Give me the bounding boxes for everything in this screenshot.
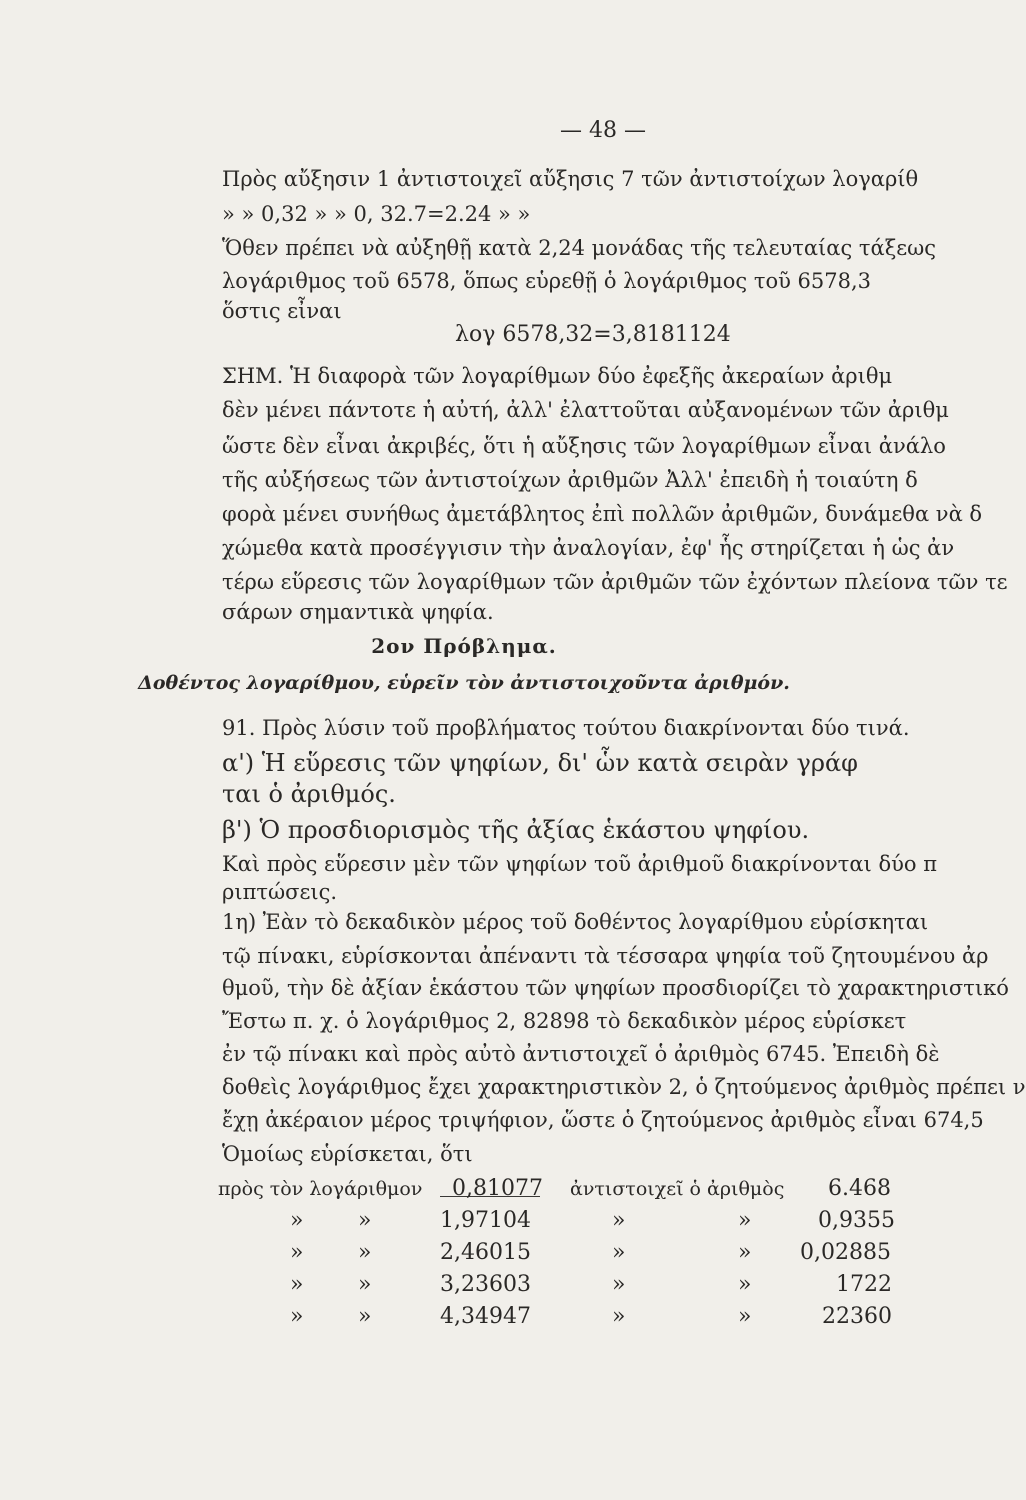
note-line: τῆς αὐξήσεως τῶν ἀντιστοίχων ἀριθμῶν Ἀλλ' ἐπειδὴ ἡ τοιαύτη δ bbox=[222, 468, 918, 492]
note-line: ὥστε δὲν εἶναι ἀκριβές, ὅτι ἡ αὔξησις τῶν λογαρίθμων εἶναι ἀνάλο bbox=[222, 434, 946, 458]
body-line: τῷ πίνακι, εὑρίσκονται ἀπέναντι τὰ τέσσαρα ψηφία τοῦ ζητουμένου ἀρ bbox=[222, 944, 989, 968]
number-cell: 0,02885 bbox=[800, 1240, 891, 1265]
ditto-cell: » bbox=[290, 1272, 304, 1297]
log-cell: 1,97104 bbox=[440, 1208, 531, 1233]
body-line: ἐν τῷ πίνακι καὶ πρὸς αὐτὸ ἀντιστοιχεῖ ὁ ἀριθμὸς 6745. Ἐπειδὴ δὲ bbox=[222, 1042, 940, 1066]
log-cell: 0,81077 bbox=[452, 1176, 543, 1201]
body-line: δοθεὶς λογάριθμος ἔχει χαρακτηριστικὸν 2, ὁ ζητούμενος ἀριθμὸς πρέπει ν bbox=[222, 1075, 1026, 1099]
text-line: ὅστις εἶναι bbox=[222, 299, 342, 323]
body-line: ται ὁ ἀριθμός. bbox=[222, 780, 396, 808]
label-cell: πρὸς τὸν λογάριθμον bbox=[218, 1178, 423, 1200]
number-cell: 1722 bbox=[836, 1272, 892, 1297]
body-line: 1η) Ἐὰν τὸ δεκαδικὸν μέρος τοῦ δοθέντος λογαρίθμου εὑρίσκηται bbox=[222, 910, 929, 934]
text-line: » » 0,32 » » 0, 32.7=2.24 » » bbox=[222, 202, 531, 226]
ditto-cell: » bbox=[612, 1208, 626, 1233]
label-cell: ἀντιστοιχεῖ ὁ ἀριθμὸς bbox=[570, 1178, 785, 1200]
body-line: Ὁμοίως εὑρίσκεται, ὅτι bbox=[222, 1142, 473, 1166]
log-cell: 4,34947 bbox=[440, 1304, 531, 1329]
note-line: τέρω εὕρεσις τῶν λογαρίθμων τῶν ἀριθμῶν τῶν ἐχόντων πλείονα τῶν τε bbox=[222, 570, 1008, 594]
table-row bbox=[0, 1176, 928, 1208]
log-cell: 3,23603 bbox=[440, 1272, 531, 1297]
body-line: θμοῦ, τὴν δὲ ἀξίαν ἑκάστου τῶν ψηφίων προσδιορίζει τὸ χαρακτηριστικό bbox=[222, 976, 1009, 1000]
number-cell: 0,9355 bbox=[818, 1208, 895, 1233]
body-line: β') Ὁ προσδιορισμὸς τῆς ἀξίας ἑκάστου ψηφίου. bbox=[222, 816, 810, 844]
note-line: δὲν μένει πάντοτε ἡ αὐτή, ἀλλ' ἐλαττοῦται αὐξανομένων τῶν ἀριθμ bbox=[222, 398, 949, 422]
ditto-cell: » bbox=[612, 1240, 626, 1265]
ditto-cell: » bbox=[290, 1240, 304, 1265]
problem-heading: 2ον Πρόβλημα. bbox=[371, 634, 557, 658]
body-line: Καὶ πρὸς εὕρεσιν μὲν τῶν ψηφίων τοῦ ἀριθμοῦ διακρίνονται δύο π bbox=[222, 852, 937, 876]
ditto-cell: » bbox=[290, 1304, 304, 1329]
text-line: Ὅθεν πρέπει νὰ αὐξηθῇ κατὰ 2,24 μονάδας τῆς τελευταίας τάξεως bbox=[222, 236, 937, 260]
ditto-cell: » bbox=[612, 1272, 626, 1297]
note-line: χώμεθα κατὰ προσέγγισιν τὴν ἀναλογίαν, ἐφ' ἧς στηρίζεται ἡ ὡς ἀν bbox=[222, 536, 955, 560]
table-row bbox=[0, 1304, 928, 1336]
number-cell: 6.468 bbox=[828, 1176, 891, 1201]
text-line: λογάριθμος τοῦ 6578, ὅπως εὑρεθῇ ὁ λογάριθμος τοῦ 6578,3 bbox=[222, 269, 872, 293]
ditto-cell: » bbox=[358, 1208, 372, 1233]
body-line: ἔχῃ ἀκέραιον μέρος τριψήφιον, ὥστε ὁ ζητούμενος ἀριθμὸς εἶναι 674,5 bbox=[222, 1108, 984, 1132]
number-cell: 22360 bbox=[822, 1304, 892, 1329]
ditto-cell: » bbox=[612, 1304, 626, 1329]
body-line: Ἔστω π. χ. ὁ λογάριθμος 2, 82898 τὸ δεκαδικὸν μέρος εὑρίσκετ bbox=[222, 1009, 907, 1033]
text-line: Πρὸς αὔξησιν 1 ἀντιστοιχεῖ αὔξησις 7 τῶν ἀντιστοίχων λογαρίθ bbox=[222, 167, 919, 191]
page-number: — 48 — bbox=[560, 118, 646, 143]
table-row bbox=[0, 1272, 928, 1304]
body-line: α') Ἡ εὕρεσις τῶν ψηφίων, δι' ὧν κατὰ σειρὰν γράφ bbox=[222, 749, 858, 777]
log-cell: 2,46015 bbox=[440, 1240, 531, 1265]
body-line: 91. Πρὸς λύσιν τοῦ προβλήματος τούτου διακρίνονται δύο τινά. bbox=[222, 716, 910, 740]
body-line: ριπτώσεις. bbox=[222, 880, 338, 904]
note-line: ΣΗΜ. Ἡ διαφορὰ τῶν λογαρίθμων δύο ἐφεξῆς ἀκεραίων ἀριθμ bbox=[222, 364, 893, 388]
ditto-cell: » bbox=[358, 1272, 372, 1297]
equation: λογ 6578,32=3,8181124 bbox=[455, 322, 731, 347]
ditto-cell: » bbox=[738, 1272, 752, 1297]
ditto-cell: » bbox=[738, 1240, 752, 1265]
ditto-cell: » bbox=[738, 1208, 752, 1233]
table-row bbox=[0, 1208, 928, 1240]
ditto-cell: » bbox=[358, 1304, 372, 1329]
ditto-cell: » bbox=[358, 1240, 372, 1265]
note-line: σάρων σημαντικὰ ψηφία. bbox=[222, 600, 494, 624]
table-row bbox=[0, 1240, 928, 1272]
problem-subheading: Δοθέντος λογαρίθμου, εὑρεῖν τὸν ἀντιστοιχοῦντα ἀριθμόν. bbox=[138, 672, 790, 694]
ditto-cell: » bbox=[290, 1208, 304, 1233]
ditto-cell: » bbox=[738, 1304, 752, 1329]
note-line: φορὰ μένει συνήθως ἀμετάβλητος ἐπὶ πολλῶν ἀριθμῶν, δυνάμεθα νὰ δ bbox=[222, 502, 983, 526]
